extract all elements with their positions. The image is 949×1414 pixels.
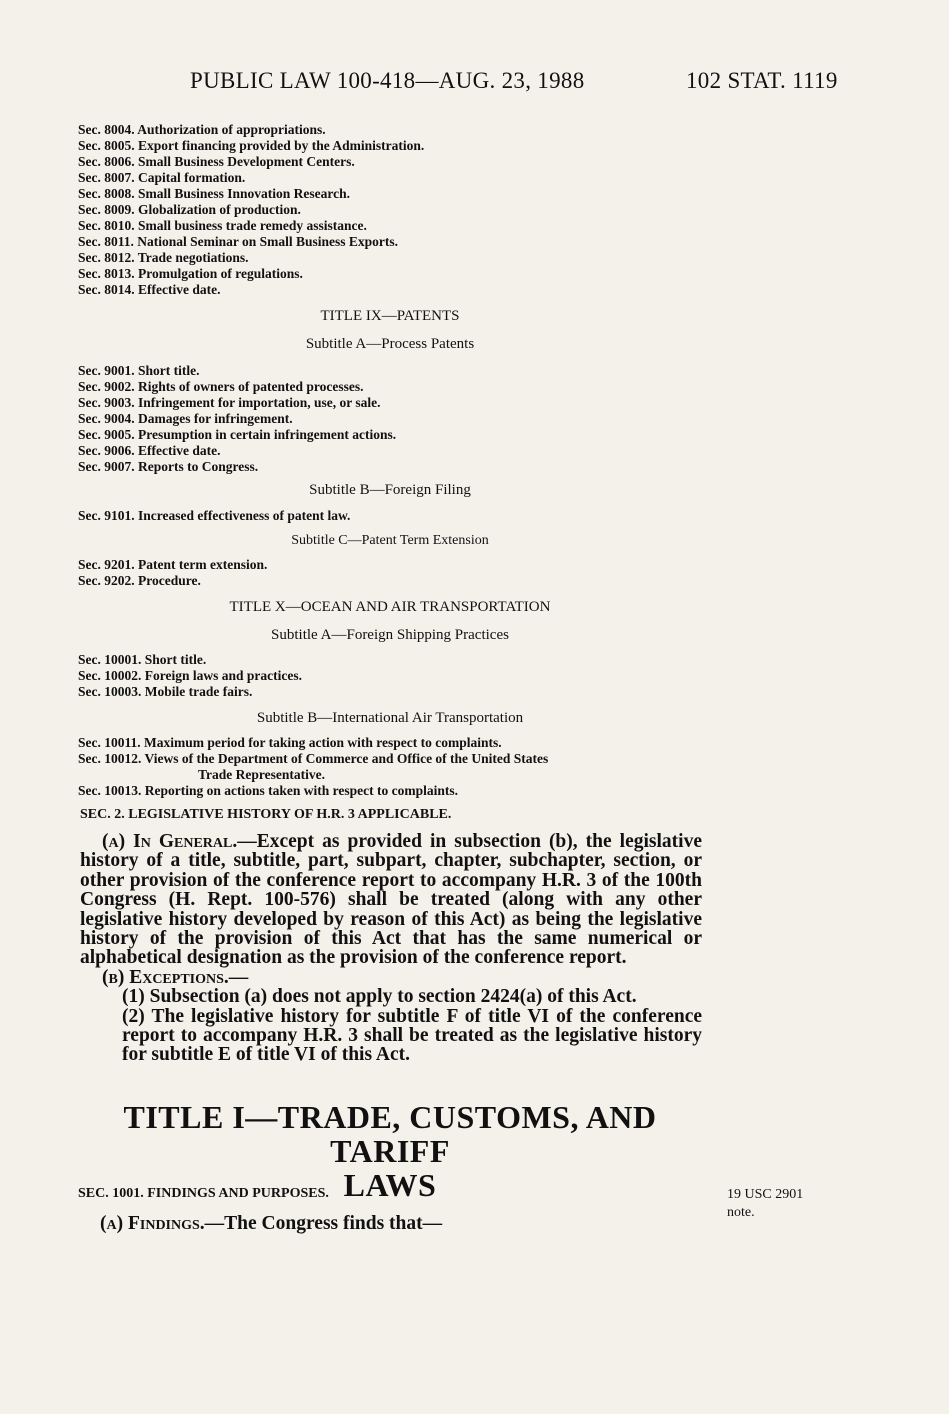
section-title: Globalization of production. [138,202,301,217]
section-title: Small Business Innovation Research. [138,186,351,201]
section-title: Small business trade remedy assistance. [138,218,367,233]
section-number: Sec. 9003. [78,395,135,410]
margin-citation-line2: note. [727,1205,755,1220]
page-number: 102 STAT. 1119 [686,68,838,93]
section-title: Presumption in certain infringement actions. [138,427,397,442]
list-item [78,363,718,379]
margin-citation-line1: 19 USC 2901 [727,1187,804,1202]
section-number: Sec. 9201. [78,557,135,572]
section-number: Sec. 9007. [78,459,135,474]
section-number: Sec. 10003. [78,684,142,699]
list-item [78,684,718,700]
sec2-heading: SEC. 2. LEGISLATIVE HISTORY OF H.R. 3 APPLICABLE. [80,807,452,822]
section-title: Export financing provided by the Administration. [138,138,425,153]
running-header: PUBLIC LAW 100-418—AUG. 23, 1988 [190,68,585,93]
section-title: Authorization of appropriations. [137,122,326,137]
list-item [78,379,718,395]
list-item [78,202,718,218]
subsection-a-text: —Except as provided in subsection (b), the legislative history of a title, subtitle, part, subpart, chapter, subchapter, section, or other provision of the conference report to accompany H.R. 3 of the 100th Congress (H. Rept. 100-576) shall be treated (along with any other legislative history developed by reason of this Act) as being the legislative history of the provision of this Act that has the same numerical or alphabetical designation as the provision of the conference report. [80,831,702,969]
section-number: Sec. 9101. [78,508,135,523]
list-item [78,218,718,234]
list-item [78,282,718,298]
list-item [78,266,718,282]
section-number: Sec. 8013. [78,266,135,281]
margin-citation [727,1186,803,1222]
section-title: Short title. [144,652,207,667]
list-item [78,122,718,138]
section-number: Sec. 8012. [78,250,135,265]
section-number: Sec. 9002. [78,379,135,394]
section-title: Effective date. [138,443,221,458]
title9-subtitle-b-list [78,508,718,524]
section-number: Sec. 10012. [78,751,142,766]
list-item [78,459,718,475]
section-number: Sec. 8004. [78,122,135,137]
section-title: Patent term extension. [138,557,268,572]
subsection-b [80,968,702,987]
list-item [78,250,718,266]
list-item [78,186,718,202]
section-title-continued: Trade Representative. [198,767,325,782]
title1-heading-line1: TITLE I—TRADE, CUSTOMS, AND TARIFF [123,1099,657,1169]
list-item [78,508,718,524]
title10-subtitle-b-list [78,735,718,799]
section-number: Sec. 8011. [78,234,134,249]
section-title: Trade negotiations. [137,250,249,265]
list-item [78,652,718,668]
section-title: Procedure. [138,573,201,588]
list-item [78,138,718,154]
title10-subtitle-a: Subtitle A—Foreign Shipping Practices [271,627,509,643]
title1-heading-line2: LAWS [343,1167,437,1203]
section-number: Sec. 9006. [78,443,135,458]
section-title: Capital formation. [138,170,246,185]
section-title: Views of the Department of Commerce and Office of the United States [144,751,549,766]
sec2-body [80,832,702,1065]
section-title: Reports to Congress. [138,459,259,474]
section-title: Effective date. [138,282,221,297]
section-number: Sec. 10001. [78,652,142,667]
section-title: Mobile trade fairs. [144,684,253,699]
section-title: Damages for infringement. [138,411,293,426]
section-title: Maximum period for taking action with respect to complaints. [144,735,502,750]
title10-heading: TITLE X—OCEAN AND AIR TRANSPORTATION [229,599,551,615]
list-item [78,735,718,751]
paragraph-b2: (2) The legislative history for subtitle F of title VI of the conference report to accompany H.R. 3 shall be treated as the legislative history for subtitle E of title VI of this Act. [122,1005,702,1066]
list-item [78,443,718,459]
list-item [78,411,718,427]
section-number: Sec. 9001. [78,363,135,378]
list-item [78,751,718,783]
findings-label: (a) Findings. [100,1213,205,1234]
list-item [78,557,718,573]
section-title: Increased effectiveness of patent law. [138,508,351,523]
section-title: National Seminar on Small Business Exports. [137,234,399,249]
title9-subtitle-c: Subtitle C—Patent Term Extension [291,533,489,548]
title9-subtitle-a-list [78,363,718,475]
list-item [78,234,718,250]
section-title: Small Business Development Centers. [138,154,355,169]
section-title: Short title. [138,363,200,378]
section-title: Rights of owners of patented processes. [138,379,364,394]
section-title: Reporting on actions taken with respect to complaints. [144,783,458,798]
title9-subtitle-c-list [78,557,718,589]
section-number: Sec. 8005. [78,138,135,153]
list-item [78,170,718,186]
subsection-b-dash: — [228,966,249,988]
section-number: Sec. 10013. [78,783,142,798]
findings-paragraph [100,1213,442,1235]
section-number: Sec. 10011. [78,735,141,750]
list-item [78,783,718,799]
section-number: Sec. 8006. [78,154,135,169]
section-number: Sec. 10002. [78,668,142,683]
title9-subtitle-a: Subtitle A—Process Patents [305,336,475,352]
section-number: Sec. 8007. [78,170,135,185]
section-number: Sec. 9005. [78,427,135,442]
section-number: Sec. 9202. [78,573,135,588]
subsection-a [80,832,702,968]
subsection-a-label: (a) In General. [102,831,238,852]
subsection-b-label: (b) Exceptions. [102,966,229,988]
title9-subtitle-b: Subtitle B—Foreign Filing [309,482,471,498]
title9-heading: TITLE IX—PATENTS [320,308,460,324]
section-title: Promulgation of regulations. [138,266,303,281]
list-item [78,395,718,411]
list-item [78,668,718,684]
list-item [78,154,718,170]
section-number: Sec. 8009. [78,202,135,217]
section-title: Infringement for importation, use, or sale. [138,395,381,410]
sec1001-heading: SEC. 1001. FINDINGS AND PURPOSES. [78,1186,329,1201]
paragraph-b1: (1) Subsection (a) does not apply to section 2424(a) of this Act. [122,986,637,1008]
title10-subtitle-b: Subtitle B—International Air Transportation [256,710,524,726]
section-number: Sec. 8014. [78,282,135,297]
findings-text: —The Congress finds that— [204,1213,443,1234]
list-item [78,573,718,589]
list-item [78,427,718,443]
title10-subtitle-a-list [78,652,718,700]
section-number: Sec. 8008. [78,186,135,201]
section-number: Sec. 8010. [78,218,135,233]
section-title: Foreign laws and practices. [144,668,302,683]
section-number: Sec. 9004. [78,411,135,426]
title8-section-list [78,122,718,298]
